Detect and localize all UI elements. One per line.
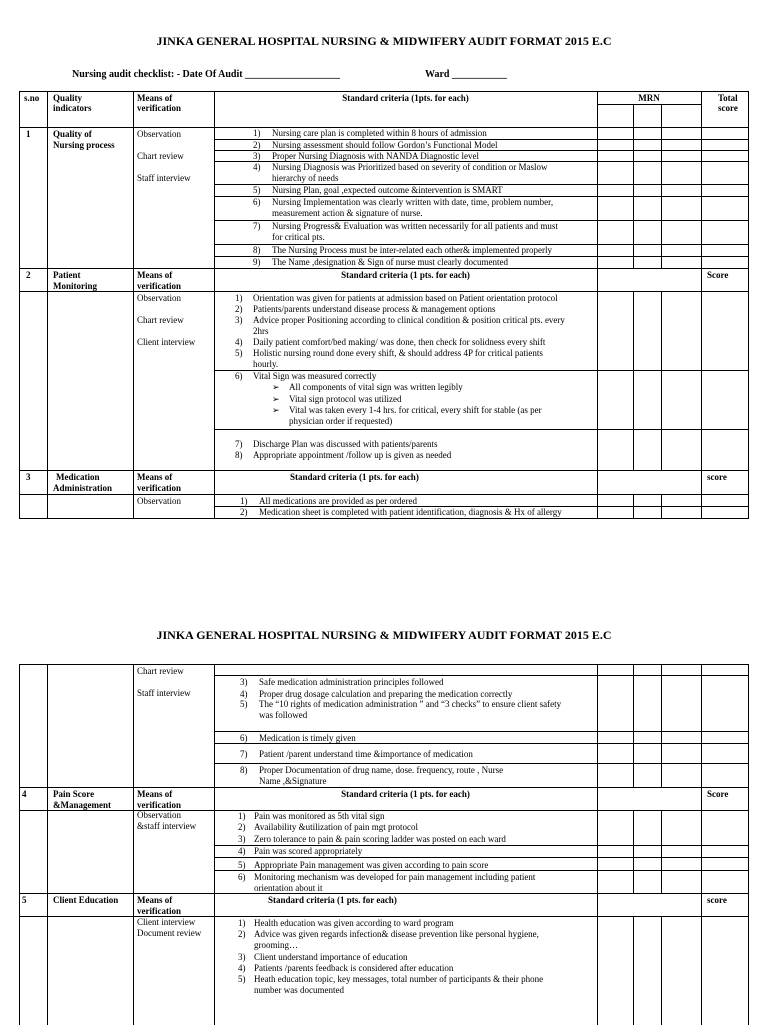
- criterion: Nursing care plan is completed within 8 hours of admission: [272, 128, 487, 138]
- header-means: verification: [137, 103, 181, 113]
- criterion-number: 6): [253, 197, 261, 207]
- section-criteria-header: Standard criteria (1 pts. for each): [290, 472, 419, 482]
- criterion: grooming…: [254, 940, 298, 950]
- criterion-number: 3): [240, 677, 248, 687]
- criterion-number: 5): [253, 185, 261, 195]
- criterion-number: 1): [240, 496, 248, 506]
- criterion-number: 1): [238, 918, 246, 928]
- section-criteria-header: Standard criteria (1 pts. for each): [268, 895, 397, 905]
- criterion: hierarchy of needs: [272, 173, 339, 183]
- quality-indicator: Nursing process: [53, 140, 115, 150]
- criterion-number: 8): [235, 450, 243, 460]
- header-means: verification: [137, 483, 181, 493]
- table-rule: [701, 810, 702, 894]
- criterion: Pain was monitored as 5th vital sign: [254, 811, 385, 821]
- verification-method: Observation: [137, 293, 181, 303]
- criterion-number: 7): [253, 221, 261, 231]
- criterion-number: 3): [238, 834, 246, 844]
- criterion: The “10 rights of medication administration ” and “3 checks” to ensure client safety: [259, 699, 562, 709]
- ward-label: Ward ___________: [425, 69, 507, 80]
- table-rule: [701, 268, 702, 292]
- table-rule: [748, 91, 749, 519]
- table-rule: [19, 916, 749, 917]
- criterion: Availability &utilization of pain mgt protocol: [254, 822, 419, 832]
- criterion: number was documented: [254, 985, 344, 995]
- table-rule: [701, 893, 702, 917]
- header-means: Means of: [137, 895, 173, 905]
- criterion: Nursing Progress& Evaluation was written necessarily for all patients and must: [272, 221, 558, 231]
- table-rule: [633, 916, 634, 1025]
- criterion-number: 7): [240, 749, 248, 759]
- table-rule: [19, 91, 20, 519]
- table-rule: [633, 127, 634, 269]
- verification-method: &staff interview: [137, 821, 197, 831]
- table-rule: [19, 893, 749, 894]
- criterion: Client understand importance of education: [254, 952, 408, 962]
- criterion: Patient /parent understand time &importance of medication: [259, 749, 473, 759]
- criterion: Orientation was given for patients at admission based on Patient orientation protocol: [253, 293, 558, 303]
- criterion: Holistic nursing round done every shift, & should address 4P for critical patients: [253, 348, 543, 358]
- verification-method: Client interview: [137, 337, 196, 347]
- verification-method: Client interview: [137, 917, 196, 927]
- table-rule: [661, 104, 662, 128]
- table-rule: [214, 429, 749, 430]
- header-means: Means of: [137, 789, 173, 799]
- table-rule: [597, 893, 598, 917]
- verification-method: Chart review: [137, 151, 184, 161]
- table-rule: [214, 857, 749, 858]
- criterion: Proper drug dosage calculation and preparing the medication correctly: [259, 689, 513, 699]
- vital-sign-subitem: Vital was taken every 1-4 hrs. for critical, every shift for stable (as per: [289, 405, 542, 415]
- criterion: Heath education topic, key messages, total number of participants & their phone: [254, 974, 544, 984]
- table-rule: [19, 91, 749, 92]
- criterion: was followed: [259, 710, 308, 720]
- header-quality: Quality: [53, 93, 83, 103]
- criterion: 2hrs: [253, 326, 269, 336]
- criterion-number: 4): [240, 689, 248, 699]
- table-rule: [47, 91, 48, 519]
- table-rule: [701, 664, 702, 788]
- criterion-number: 6): [235, 371, 243, 381]
- criterion-number: 7): [235, 439, 243, 449]
- table-rule: [597, 104, 702, 105]
- criterion-number: 1): [253, 128, 261, 138]
- criterion: Appropriate Pain management was given according to pain score: [254, 860, 489, 870]
- page-title: JINKA GENERAL HOSPITAL NURSING & MIDWIFERY AUDIT FORMAT 2015 E.C: [156, 34, 612, 48]
- quality-indicator: Medication: [56, 472, 100, 482]
- table-rule: [597, 787, 598, 811]
- criterion-number: 8): [240, 765, 248, 775]
- criterion-number: 2): [235, 304, 243, 314]
- table-rule: [633, 291, 634, 471]
- table-rule: [701, 127, 702, 269]
- criterion: Advice proper Positioning according to clinical condition & position critical pts. every: [253, 315, 565, 325]
- criterion: Daily patient comfort/bed making/ was done, then check for solidness every shift: [253, 337, 546, 347]
- table-rule: [597, 470, 598, 495]
- header-means: verification: [137, 906, 181, 916]
- criterion-number: 5): [240, 699, 248, 709]
- arrow-bullet-icon: ➢: [272, 382, 280, 392]
- table-rule: [214, 763, 749, 764]
- criterion-number: 2): [238, 929, 246, 939]
- table-rule: [19, 787, 749, 788]
- section-number: 3: [26, 472, 31, 482]
- verification-method: Chart review: [137, 666, 184, 676]
- table-rule: [19, 664, 20, 1025]
- criterion-number: 1): [238, 811, 246, 821]
- criterion: Nursing Diagnosis was Prioritized based on severity of condition or Maslow: [272, 162, 548, 172]
- criterion: measurement action & signature of nurse.: [272, 208, 423, 218]
- table-rule: [701, 91, 702, 128]
- quality-indicator: &Management: [53, 800, 111, 810]
- criterion-number: 3): [253, 151, 261, 161]
- criterion-number: 9): [253, 257, 261, 267]
- header-mrn: MRN: [638, 93, 660, 103]
- header-total: score: [718, 103, 738, 113]
- table-rule: [597, 127, 598, 269]
- page-title: JINKA GENERAL HOSPITAL NURSING & MIDWIFERY AUDIT FORMAT 2015 E.C: [156, 628, 612, 642]
- criterion: Proper Documentation of drug name, dose. frequency, route , Nurse: [259, 765, 504, 775]
- verification-method: Chart review: [137, 315, 184, 325]
- table-rule: [214, 731, 749, 732]
- criterion-number: 4): [238, 846, 246, 856]
- table-rule: [661, 664, 662, 788]
- criterion: Pain was scored appropriately: [254, 846, 363, 856]
- table-rule: [597, 810, 598, 894]
- criterion: The Nursing Process must be inter-related each other& implemented properly: [272, 245, 552, 255]
- header-sno: s.no: [24, 93, 40, 103]
- verification-method: Document review: [137, 928, 202, 938]
- table-rule: [214, 91, 215, 519]
- table-rule: [701, 470, 702, 495]
- criterion: Discharge Plan was discussed with patients/parents: [253, 439, 438, 449]
- header-means: Means of: [137, 472, 173, 482]
- table-rule: [701, 291, 702, 471]
- header-total: Total: [718, 93, 738, 103]
- quality-indicator: Client Education: [53, 895, 119, 905]
- criterion: Monitoring mechanism was developed for pain management including patient: [254, 872, 536, 882]
- criterion: Name ,&Signature: [259, 776, 327, 786]
- table-rule: [701, 787, 702, 811]
- criterion-number: 2): [253, 140, 261, 150]
- verification-method: Observation: [137, 496, 181, 506]
- verification-method: Observation: [137, 129, 181, 139]
- table-rule: [633, 104, 634, 128]
- table-rule: [19, 268, 749, 269]
- criterion-number: 6): [238, 872, 246, 882]
- section-number: 2: [26, 270, 31, 280]
- table-rule: [701, 916, 702, 1025]
- criterion-number: 6): [240, 733, 248, 743]
- quality-indicator: Quality of: [53, 129, 92, 139]
- header-means: verification: [137, 281, 181, 291]
- section-criteria-header: Standard criteria (1 pts. for each): [341, 789, 470, 799]
- criterion-number: 5): [235, 348, 243, 358]
- criterion-number: 2): [238, 822, 246, 832]
- criterion: Nursing Implementation was clearly written with date, time, problem number,: [272, 197, 554, 207]
- score-header: Score: [707, 270, 729, 280]
- verification-method: Staff interview: [137, 688, 191, 698]
- header-quality: indicators: [53, 103, 92, 113]
- table-rule: [633, 810, 634, 894]
- criterion: All medications are provided as per ordered: [259, 496, 417, 506]
- table-rule: [597, 268, 598, 292]
- table-rule: [133, 664, 134, 1025]
- criterion: Nursing assessment should follow Gordon’s Functional Model: [272, 140, 498, 150]
- vital-sign-subitem: physician order if requested): [289, 416, 393, 426]
- table-rule: [597, 916, 598, 1025]
- criterion: Nursing Plan, goal ,expected outcome &intervention is SMART: [272, 185, 503, 195]
- criterion-number: 4): [238, 963, 246, 973]
- table-rule: [214, 675, 749, 676]
- section-criteria-header: Standard criteria (1 pts. for each): [341, 270, 470, 280]
- criterion: Proper Nursing Diagnosis with NANDA Diagnostic level: [272, 151, 479, 161]
- criterion-number: 4): [235, 337, 243, 347]
- section-number: 5: [22, 895, 27, 905]
- criterion: Safe medication administration principles followed: [259, 677, 444, 687]
- table-rule: [19, 494, 749, 495]
- criterion: Appropriate appointment /follow up is given as needed: [253, 450, 452, 460]
- table-rule: [661, 810, 662, 894]
- criterion-number: 5): [238, 860, 246, 870]
- arrow-bullet-icon: ➢: [272, 405, 280, 415]
- vital-sign-subitem: All components of vital sign was written legibly: [289, 382, 463, 392]
- table-rule: [597, 664, 598, 788]
- criterion: hourly.: [253, 359, 279, 369]
- audit-date-label: Nursing audit checklist: - Date Of Audit ___________________: [72, 69, 341, 80]
- criterion: Zero tolerance to pain & pain scoring ladder was posted on each ward: [254, 834, 506, 844]
- quality-indicator: Pain Score: [53, 789, 95, 799]
- quality-indicator: Patient: [53, 270, 81, 280]
- header-means: verification: [137, 800, 181, 810]
- quality-indicator: Administration: [53, 483, 113, 493]
- criterion: orientation about it: [254, 883, 323, 893]
- table-rule: [661, 127, 662, 269]
- criterion-number: 4): [253, 162, 261, 172]
- header-criteria: Standard criteria (1pts. for each): [342, 93, 469, 103]
- table-rule: [597, 291, 598, 471]
- score-header: score: [707, 895, 727, 905]
- criterion: for critical pts.: [272, 232, 325, 242]
- table-rule: [661, 916, 662, 1025]
- section-number: 4: [22, 789, 27, 799]
- table-rule: [19, 470, 749, 471]
- header-means: Means of: [137, 93, 173, 103]
- table-rule: [19, 664, 749, 665]
- table-rule: [47, 664, 48, 1025]
- criterion: Health education was given according to ward program: [254, 918, 454, 928]
- criterion-number: 5): [238, 974, 246, 984]
- table-rule: [133, 91, 134, 519]
- criterion: Medication is timely given: [259, 733, 356, 743]
- arrow-bullet-icon: ➢: [272, 394, 280, 404]
- vital-sign-subitem: Vital sign protocol was utilized: [289, 394, 402, 404]
- criterion-number: 3): [235, 315, 243, 325]
- criterion: Advice was given regards infection& disease prevention like personal hygiene,: [254, 929, 539, 939]
- criterion: Patients/parents understand disease process & management options: [253, 304, 496, 314]
- criterion-number: 3): [238, 952, 246, 962]
- criterion: Vital Sign was measured correctly: [253, 371, 377, 381]
- table-rule: [661, 291, 662, 471]
- table-rule: [19, 518, 749, 519]
- quality-indicator: Monitoring: [53, 281, 97, 291]
- criterion-number: 1): [235, 293, 243, 303]
- verification-method: Staff interview: [137, 173, 191, 183]
- criterion: Medication sheet is completed with patient identification, diagnosis & Hx of allergy: [259, 507, 562, 517]
- table-rule: [633, 664, 634, 788]
- table-rule: [19, 291, 749, 292]
- criterion-number: 8): [253, 245, 261, 255]
- criterion: Patients /parents feedback is considered after education: [254, 963, 454, 973]
- criterion: The Name ,designation & Sign of nurse must clearly documented: [272, 257, 508, 267]
- header-means: Means of: [137, 270, 173, 280]
- section-number: 1: [26, 129, 31, 139]
- score-header: Score: [707, 789, 729, 799]
- score-header: score: [707, 472, 727, 482]
- verification-method: Observation: [137, 810, 181, 820]
- criterion-number: 2): [240, 507, 248, 517]
